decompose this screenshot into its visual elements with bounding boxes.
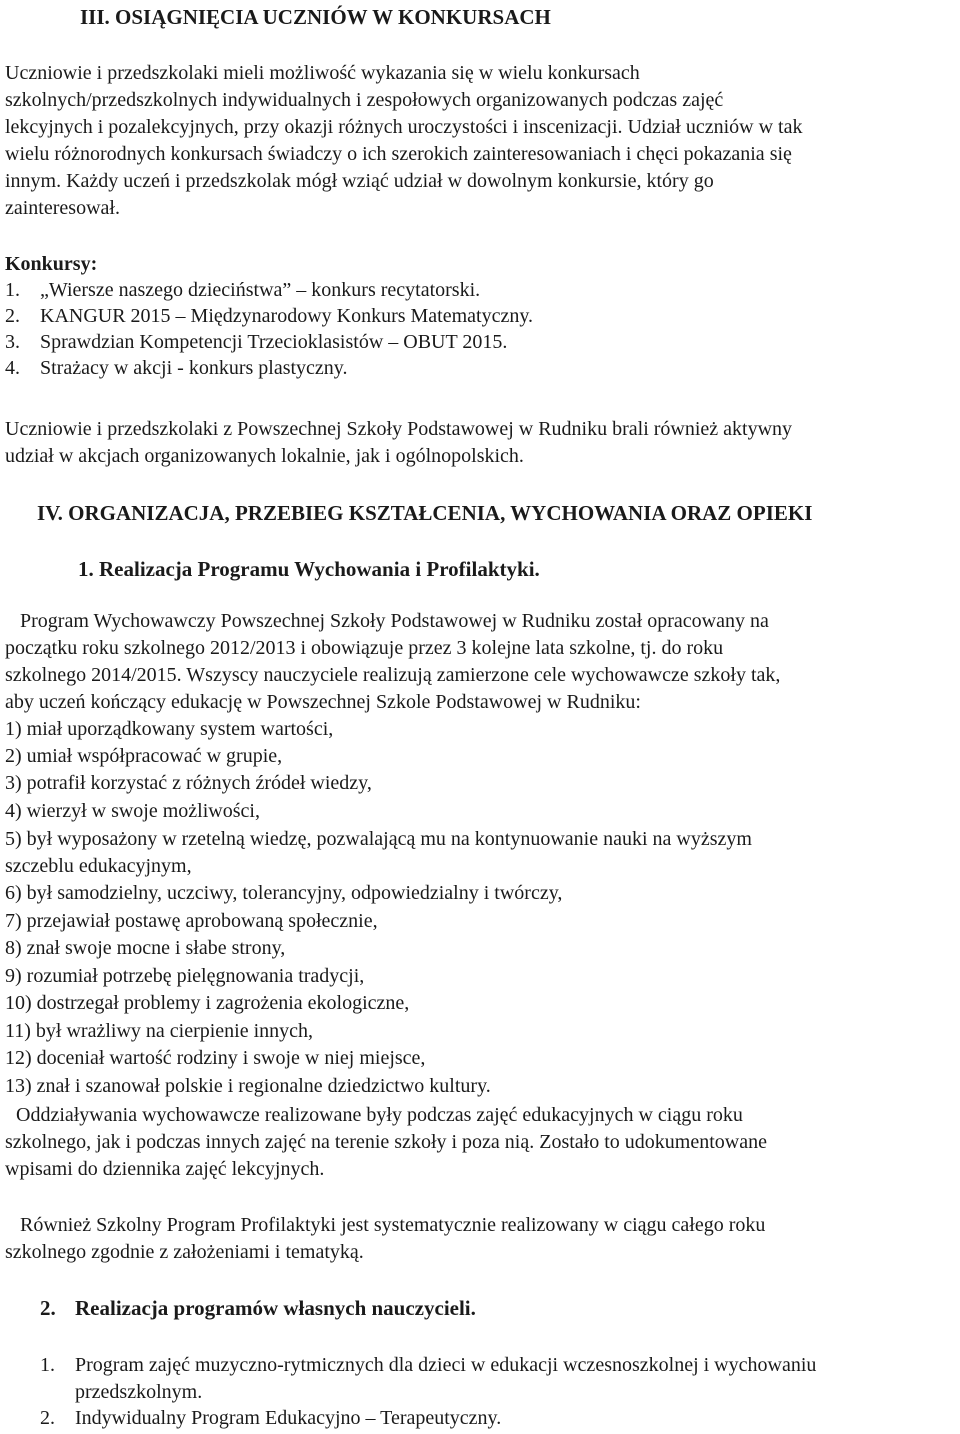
- goal-item: 13) znał i szanował polskie i regionalne dziedzictwo kultury.: [5, 1075, 491, 1097]
- contest-number: 1.: [5, 279, 20, 301]
- own-program-number: 2.: [40, 1407, 55, 1429]
- goal-item: 7) przejawiał postawę aprobowaną społecznie,: [5, 910, 378, 932]
- subsection-2-title: Realizacja programów własnych nauczycieli.: [75, 1296, 476, 1320]
- goal-item: 5) był wyposażony w rzetelną wiedzę, pozwalającą mu na kontynuowanie nauki na wyższym: [5, 828, 752, 850]
- impact-line: wpisami do dziennika zajęć lekcyjnych.: [5, 1158, 325, 1180]
- program-line: początku roku szkolnego 2012/2013 i obowiązuje przez 3 kolejne lata szkolne, tj. do roku: [5, 637, 724, 659]
- contest-item: [5, 355, 348, 381]
- impact-line: Oddziaływania wychowawcze realizowane były podczas zajęć edukacyjnych w ciągu roku: [16, 1104, 743, 1126]
- contest-item: [5, 329, 507, 355]
- own-program-continuation: przedszkolnym.: [75, 1381, 203, 1403]
- contest-item: [5, 303, 533, 329]
- goal-item: 9) rozumiał potrzebę pielęgnowania tradycji,: [5, 965, 365, 987]
- own-program-text: Program zajęć muzyczno-rytmicznych dla dzieci w edukacji wczesnoszkolnej i wychowaniu: [75, 1354, 817, 1376]
- goal-item: 6) był samodzielny, uczciwy, tolerancyjny, odpowiedzialny i twórczy,: [5, 882, 563, 904]
- contest-number: 2.: [5, 305, 20, 327]
- goal-item: 1) miał uporządkowany system wartości,: [5, 718, 334, 740]
- goal-item: 2) umiał współpracować w grupie,: [5, 745, 283, 767]
- own-program-text: Indywidualny Program Edukacyjno – Terapeutyczny.: [75, 1407, 502, 1429]
- subsection-1-heading: 1. Realizacja Programu Wychowania i Profilaktyki.: [78, 557, 540, 581]
- intro-line: innym. Każdy uczeń i przedszkolak mógł wziąć udział w dowolnym konkursie, który go: [5, 170, 714, 192]
- contest-number: 4.: [5, 357, 20, 379]
- goal-item: 3) potrafił korzystać z różnych źródeł wiedzy,: [5, 772, 372, 794]
- intro-line: lekcyjnych i pozalekcyjnych, przy okazji różnych uroczystości i inscenizacji. Udział uczniów w tak: [5, 116, 803, 138]
- contest-number: 3.: [5, 331, 20, 353]
- contest-item: [5, 277, 480, 303]
- intro-line: szkolnych/przedszkolnych indywidualnych i zespołowych organizowanych podczas zajęć: [5, 89, 724, 111]
- prevention-line: szkolnego zgodnie z założeniami i tematyką.: [5, 1241, 364, 1263]
- contests-label: Konkursy:: [5, 253, 98, 275]
- subsection-2-number: 2.: [40, 1296, 56, 1320]
- program-line: aby uczeń kończący edukację w Powszechnej Szkole Podstawowej w Rudniku:: [5, 691, 641, 713]
- goal-item: szczeblu edukacyjnym,: [5, 855, 192, 877]
- program-line: szkolnego 2014/2015. Wszyscy nauczyciele realizują zamierzone cele wychowawcze szkoły tak,: [5, 664, 781, 686]
- section-4-heading: IV. ORGANIZACJA, PRZEBIEG KSZTAŁCENIA, WYCHOWANIA ORAZ OPIEKI: [37, 501, 813, 525]
- section-3-heading: III. OSIĄGNIĘCIA UCZNIÓW W KONKURSACH: [80, 5, 551, 29]
- own-program-number: 1.: [40, 1354, 55, 1376]
- own-program-item: [40, 1405, 501, 1431]
- impact-line: szkolnego, jak i podczas innych zajęć na terenie szkoły i poza nią. Zostało to udokumentowane: [5, 1131, 767, 1153]
- goal-item: 8) znał swoje mocne i słabe strony,: [5, 937, 286, 959]
- intro-line: zainteresował.: [5, 197, 120, 219]
- subsection-2-heading: [40, 1295, 476, 1321]
- contest-text: Sprawdzian Kompetencji Trzecioklasistów – OBUT 2015.: [40, 331, 508, 353]
- goal-item: 12) doceniał wartość rodziny i swoje w niej miejsce,: [5, 1047, 426, 1069]
- contest-text: KANGUR 2015 – Międzynarodowy Konkurs Matematyczny.: [40, 305, 534, 327]
- intro-line: Uczniowie i przedszkolaki mieli możliwość wykazania się w wielu konkursach: [5, 62, 640, 84]
- own-program-item: [40, 1352, 816, 1378]
- goal-item: 11) był wrażliwy na cierpienie innych,: [5, 1020, 314, 1042]
- program-line: Program Wychowawczy Powszechnej Szkoły Podstawowej w Rudniku został opracowany na: [20, 610, 769, 632]
- goal-item: 10) dostrzegał problemy i zagrożenia ekologiczne,: [5, 992, 410, 1014]
- contest-text: Strażacy w akcji - konkurs plastyczny.: [40, 357, 348, 379]
- closing-line: udział w akcjach organizowanych lokalnie, jak i ogólnopolskich.: [5, 445, 524, 467]
- contest-text: „Wiersze naszego dzieciństwa” – konkurs recytatorski.: [40, 279, 481, 301]
- goal-item: 4) wierzył w swoje możliwości,: [5, 800, 260, 822]
- prevention-line: Również Szkolny Program Profilaktyki jest systematycznie realizowany w ciągu całego roku: [20, 1214, 766, 1236]
- intro-line: wielu różnorodnych konkursach świadczy o ich szerokich zainteresowaniach i chęci pokazania się: [5, 143, 792, 165]
- closing-line: Uczniowie i przedszkolaki z Powszechnej Szkoły Podstawowej w Rudniku brali również aktywny: [5, 418, 793, 440]
